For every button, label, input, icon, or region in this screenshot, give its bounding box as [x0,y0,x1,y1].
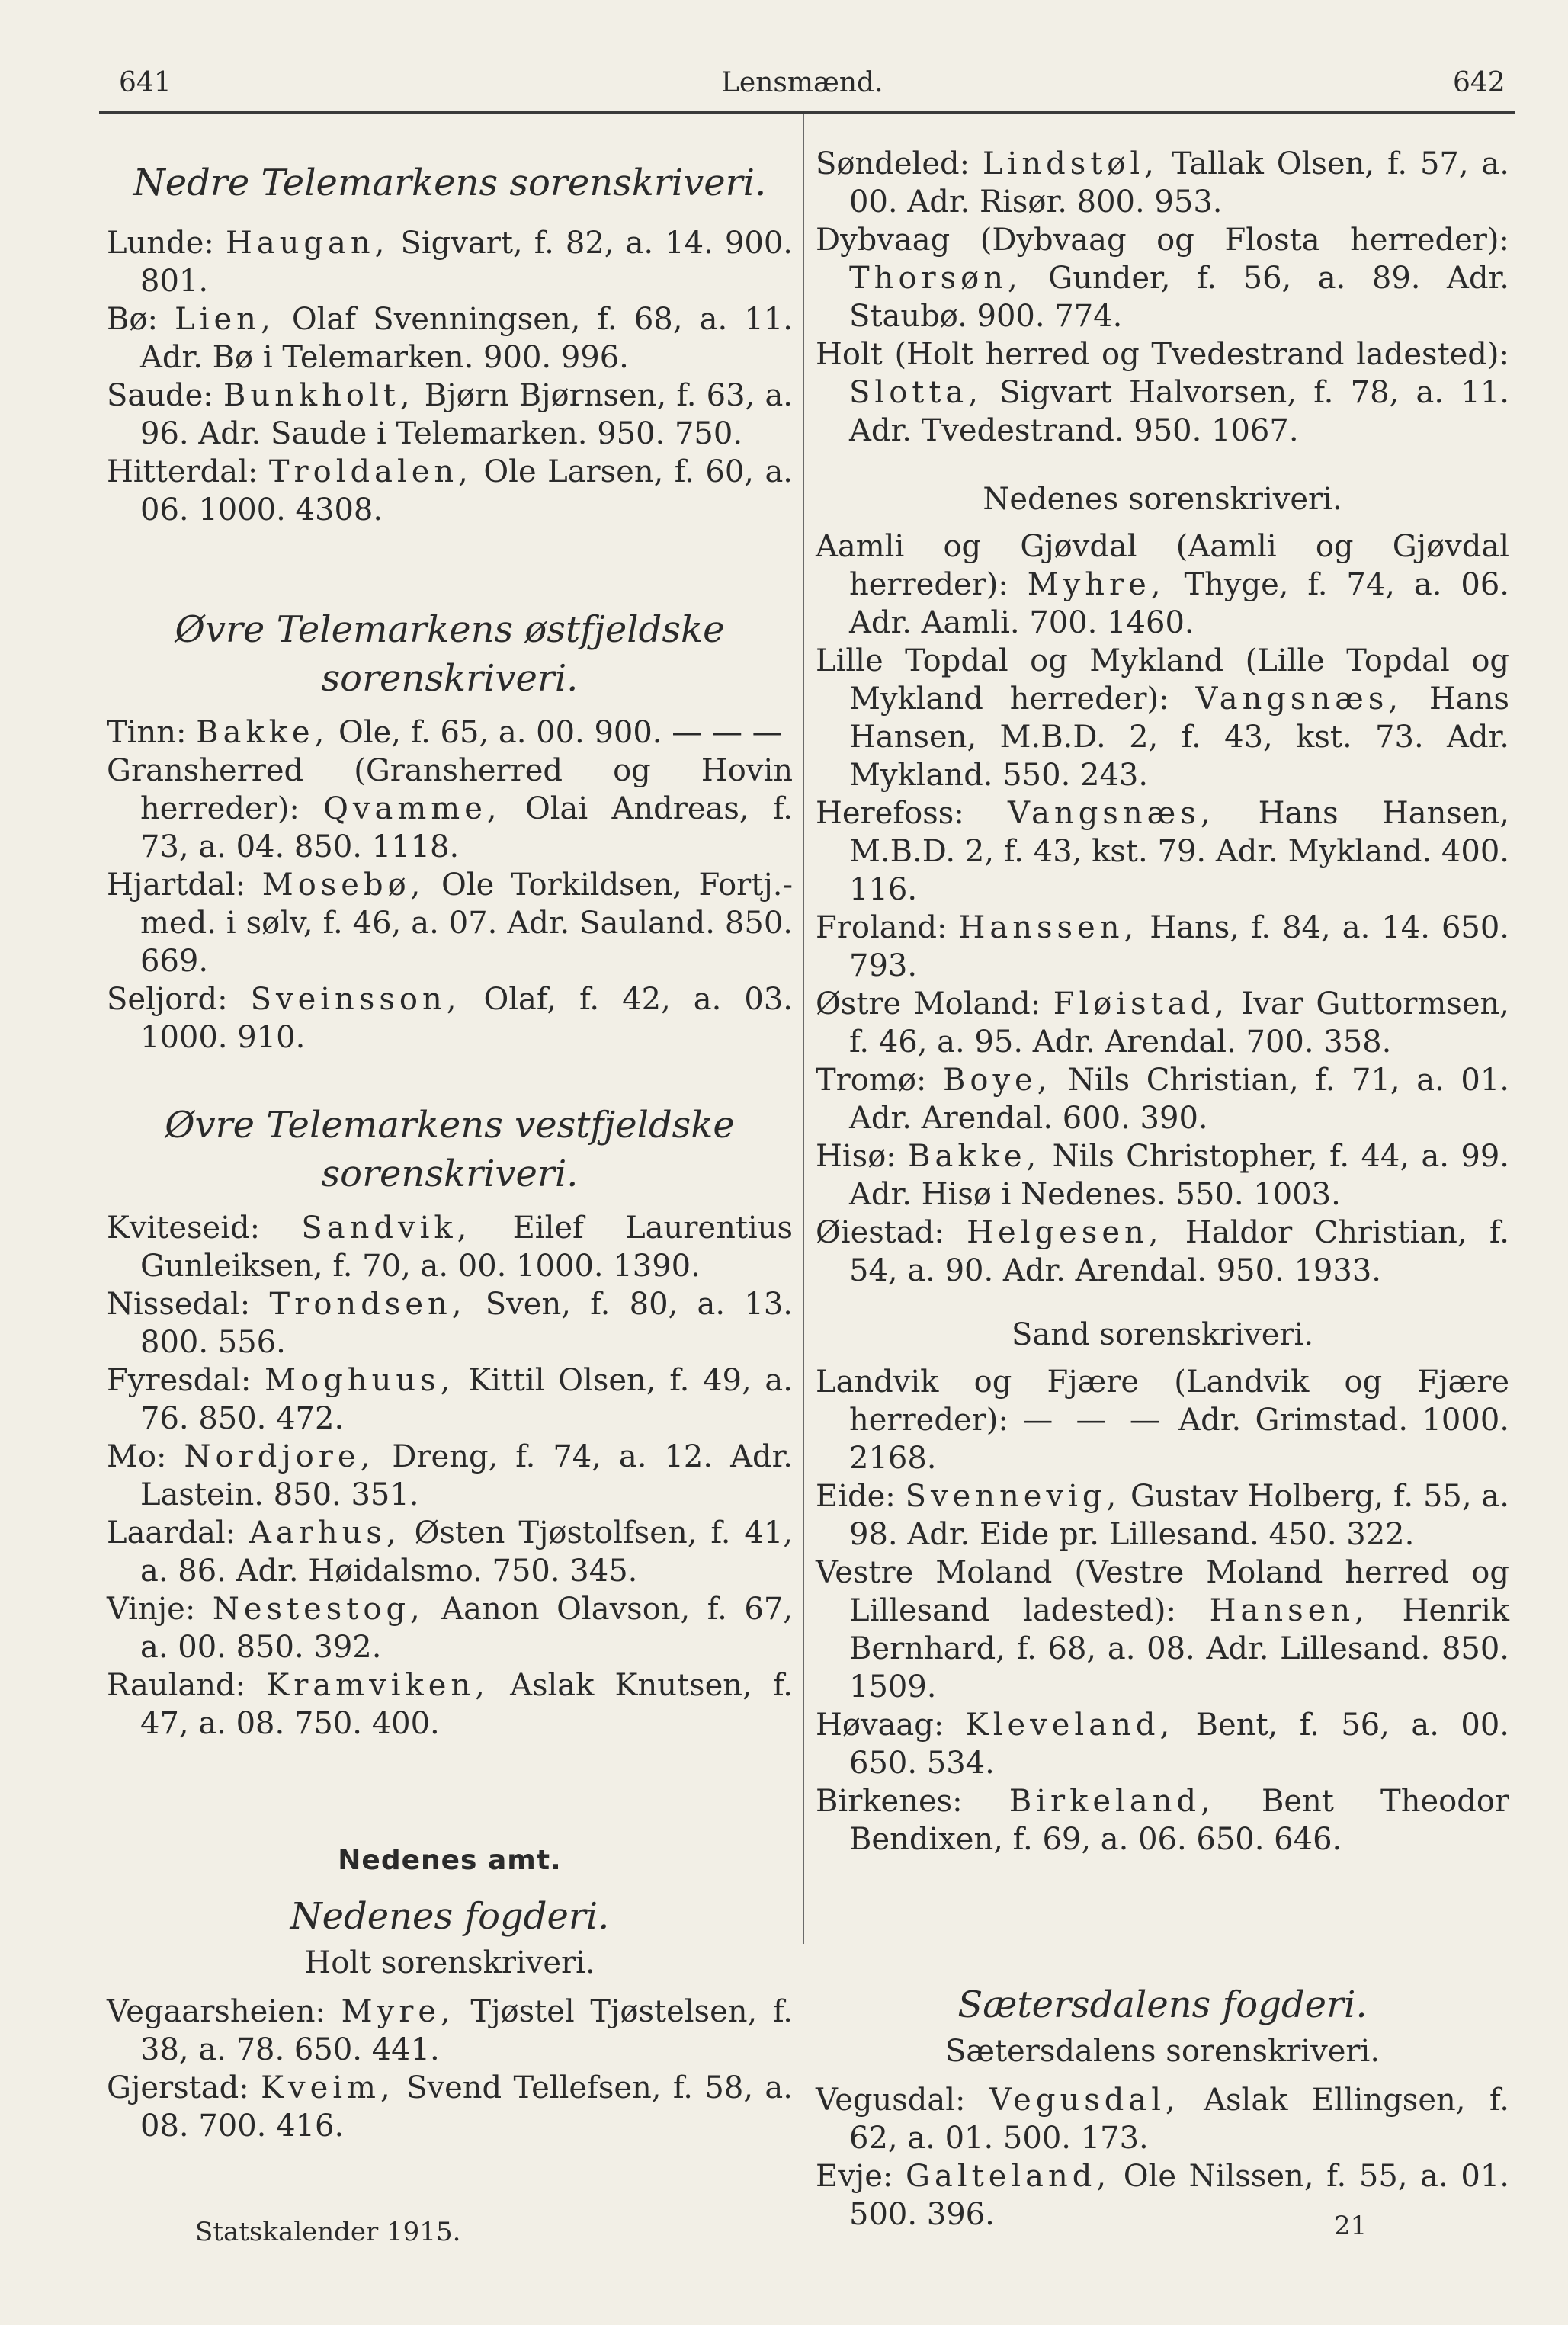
entry [816,2081,1509,2157]
entry-name: Hansen, [1209,1593,1369,1628]
entry-place: Øiestad: [816,1215,944,1250]
subsection-heading: Sætersdalens sorenskriveri. [944,2034,1380,2069]
entry-place: Lunde: [107,226,214,261]
section-heading: Sætersdalens fogderi. [957,1983,1368,2026]
entry [107,1590,793,1666]
entry-details: Sigvart Halvorsen, f. 78, a. 11. Adr. Tvedestrand. 950. 1067. [849,375,1509,448]
entry-name: Galteland, [906,2159,1111,2194]
entry [107,714,793,752]
entry [107,1666,793,1743]
entry-details: Ole, f. 65, a. 00. 900. — — — [338,715,783,750]
entry-place: Mo: [107,1439,167,1474]
entry-name: Kramviken, [266,1668,489,1703]
entry-details: Aslak Ellingsen, f. 62, a. 01. 500. 173. [849,2083,1510,2156]
entry-place: Vegaarsheien: [107,1994,325,2029]
entry-list [816,2081,1509,2234]
entry-place: Hitterdal: [107,454,258,489]
entry-details: Haldor Christian, f. 54, a. 90. Adr. Arendal. 950. 1933. [849,1215,1510,1288]
entry-name: Vangsnæs, [1007,796,1215,831]
entry-list [107,714,793,1057]
entry-name: Vegusdal, [989,2083,1180,2118]
entry-place: Vinje: [107,1592,196,1627]
entry-details: Eilef Laurentius Gunleiksen, f. 70, a. 00. 1000. 1390. [140,1211,793,1284]
entry-details: Sigvart, f. 82, a. 14. 900. 801. [140,226,793,299]
entry-name: Trondsen, [269,1287,467,1322]
entry-name: Thorsøn, [849,261,1022,296]
entry-details: Aanon Olavson, f. 67, a. 00. 850. 392. [140,1592,793,1665]
entry-list [107,224,793,529]
entry [816,642,1509,794]
entry [816,1214,1509,1290]
entry-details: Nils Christian, f. 71, a. 01. Adr. Arendal. 600. 390. [849,1063,1509,1136]
entry-name: Kleveland, [965,1708,1175,1743]
entry-place: Høvaag: [816,1708,944,1743]
entry-place: Hjartdal: [107,867,246,903]
entry-name: — — — [1022,1403,1165,1438]
entry-name: Lindstøl, [982,146,1159,181]
entry-name: Slotta, [849,375,983,410]
section-heading: Øvre Telemarkens vestfjeldske sorenskriveri. [165,1104,735,1195]
entry-details: Nils Christopher, f. 44, a. 99. Adr. Hisø i Nedenes. 550. 1003. [849,1139,1510,1212]
entry-details: Østen Tjøstolfsen, f. 41, a. 86. Adr. Høidalsmo. 750. 345. [140,1515,793,1589]
entry [816,1363,1509,1477]
entry-list [816,1363,1509,1858]
entry [107,224,793,300]
entry-place: Saude: [107,378,213,413]
entry [107,453,793,529]
entry-details: Olaf Svenningsen, f. 68, a. 11. Adr. Bø i Telemarken. 900. 996. [140,302,794,375]
page-number-left: 641 [119,67,172,98]
entry [107,1514,793,1590]
entry [816,909,1509,985]
entry-name: Nordjore, [184,1439,375,1474]
entry-name: Bakke, [196,715,329,750]
entry-place: Rauland: [107,1668,246,1703]
entry-details: Bent, f. 56, a. 00. 650. 534. [849,1708,1509,1781]
footer-right: 21 [1334,2211,1368,2241]
entry-details: Dreng, f. 74, a. 12. Adr. Lastein. 850. 351. [140,1439,794,1512]
entry [816,794,1509,909]
entry-name: Bunkholt, [223,378,415,413]
entry-place: Gransherred (Gransherred og Hovin herreder): [107,753,793,826]
entry [816,1706,1509,1782]
entry-name: Nestestog, [212,1592,425,1627]
entry-details: Thyge, f. 74, a. 06. Adr. Aamli. 700. 1460. [849,567,1509,640]
entry-name: Qvamme, [323,791,502,826]
entry-name: Svennevig, [905,1479,1121,1514]
entry-list [107,1209,793,1743]
entry [107,1993,793,2069]
entry-details: Gustav Holberg, f. 55, a. 98. Adr. Eide pr. Lillesand. 450. 322. [849,1479,1509,1552]
section-heading: Nedenes fogderi. [290,1895,610,1938]
entry-list [816,145,1509,450]
entry-details: Henrik Bernhard, f. 68, a. 08. Adr. Lillesand. 850. 1509. [849,1593,1510,1704]
entry-details: Bjørn Bjørnsen, f. 63, a. 96. Adr. Saude i Telemarken. 950. 750. [140,378,794,451]
entry-list [816,528,1509,1290]
entry-place: Tromø: [816,1063,927,1098]
entry-place: Birkenes: [816,1784,963,1819]
section-heading: Øvre Telemarkens østfjeldske sorenskriveri. [175,608,725,700]
entry-name: Aarhus, [249,1515,401,1551]
entry [107,1438,793,1514]
entry-details: Olai Andreas, f. 73, a. 04. 850. 1118. [140,791,794,864]
entry-place: Aamli og Gjøvdal (Aamli og Gjøvdal herreder): [816,529,1509,602]
entry-place: Nissedal: [107,1287,251,1322]
section-heading: Sand sorenskriveri. [1011,1317,1314,1352]
entry-name: Troldalen, [268,454,473,489]
entry-place: Holt (Holt herred og Tvedestrand ladested): [816,337,1509,372]
entry-place: Gjerstad: [107,2070,249,2105]
entry-place: Dybvaag (Dybvaag og Flosta herreder): [816,223,1509,258]
entry-place: Landvik og Fjære (Landvik og Fjære herreder): [816,1365,1509,1438]
entry [107,752,793,866]
entry-name: Sveinsson, [250,982,461,1017]
entry-name: Bakke, [908,1139,1041,1174]
right-column [816,145,1509,2234]
entry-name: Haugan, [225,226,390,261]
column-divider [803,114,804,1944]
amt-heading: Nedenes amt. [338,1845,562,1876]
entry [816,1477,1509,1554]
entry-place: Laardal: [107,1515,236,1551]
entry-name: Lien, [175,302,275,337]
entry-details: Gunder, f. 56, a. 89. Adr. Staubø. 900. 774. [849,261,1509,334]
entry-name: Mosebø, [261,867,425,903]
entry-details: Sven, f. 80, a. 13. 800. 556. [140,1287,793,1360]
entry [816,985,1509,1061]
entry-details: Svend Tellefsen, f. 58, a. 08. 700. 416. [140,2070,793,2144]
entry-details: Hans Hansen, M.B.D. 2, f. 43, kst. 79. Adr. Mykland. 400. 116. [849,796,1510,907]
entry-place: Evje: [816,2159,893,2194]
entry-place: Herefoss: [816,796,964,831]
entry [816,145,1509,221]
entry [107,866,793,980]
entry-details: Tjøstel Tjøstelsen, f. 38, a. 78. 650. 441. [140,1994,794,2067]
entry [107,1285,793,1361]
entry-name: Helgesen, [967,1215,1163,1250]
entry-name: Myre, [341,1994,455,2029]
header-rule [99,111,1515,114]
entry [816,1061,1509,1137]
entry-name: Moghuus, [265,1363,455,1398]
entry-details: Tallak Olsen, f. 57, a. 00. Adr. Risør. 800. 953. [849,146,1510,220]
footer-left: Statskalender 1915. [195,2217,461,2247]
entry [816,2157,1509,2234]
section-heading: Nedenes sorenskriveri. [983,482,1342,517]
entry [816,221,1509,335]
entry-name: Vangsnæs, [1195,681,1403,717]
entry-details: Hans Hansen, M.B.D. 2, f. 43, kst. 73. Adr. Mykland. 550. 243. [849,681,1510,793]
entry-name: Birkeland, [1008,1784,1215,1819]
entry [107,300,793,377]
section-heading: Nedre Telemarkens sorenskriveri. [133,162,767,204]
entry [816,1137,1509,1214]
subsection-heading: Holt sorenskriveri. [304,1945,595,1980]
entry-name: Boye, [942,1063,1052,1098]
entry-details: Aslak Knutsen, f. 47, a. 08. 750. 400. [140,1668,793,1741]
entry-name: Hanssen, [958,910,1139,945]
entry-details: Kittil Olsen, f. 49, a. 76. 850. 472. [140,1363,793,1436]
entry-details: Ole Larsen, f. 60, a. 06. 1000. 4308. [140,454,794,528]
entry-list [107,1993,793,2145]
entry-name: Fløistad, [1053,986,1229,1021]
entry-details: Ole Nilssen, f. 55, a. 01. 500. 396. [849,2159,1510,2232]
entry-place: Fyresdal: [107,1363,252,1398]
entry [816,1554,1509,1706]
entry [107,980,793,1057]
entry [107,2069,793,2145]
entry-name: Sandvik, [301,1211,472,1246]
entry-details: Olaf, f. 42, a. 03. 1000. 910. [140,982,793,1055]
entry-place: Vegusdal: [816,2083,966,2118]
entry [816,335,1509,450]
entry-place: Vestre Moland (Vestre Moland herred og Lillesand ladested): [816,1555,1509,1628]
entry-name: Myhre, [1027,567,1166,602]
page-number-right: 642 [1453,67,1505,98]
entry [107,1209,793,1285]
entry-details: Hans, f. 84, a. 14. 650. 793. [849,910,1510,983]
entry-place: Bø: [107,302,158,337]
entry-place: Søndeled: [816,146,970,181]
entry-place: Tinn: [107,715,187,750]
entry-name: Kveim, [261,2070,395,2105]
entry-place: Seljord: [107,982,228,1017]
entry [107,1361,793,1438]
entry [107,377,793,453]
entry-details: Adr. Grimstad. 1000. 2168. [849,1403,1509,1476]
entry [816,1782,1509,1858]
left-column [107,159,793,2145]
entry-place: Eide: [816,1479,896,1514]
entry-place: Hisø: [816,1139,896,1174]
running-title: Lensmænd. [721,67,883,98]
entry-details: Ole Torkildsen, Fortj.-med. i sølv, f. 46, a. 07. Adr. Sauland. 850. 669. [140,867,793,979]
entry-place: Lille Topdal og Mykland (Lille Topdal og Mykland herreder): [816,643,1509,717]
entry [816,528,1509,642]
entry-details: Ivar Guttormsen, f. 46, a. 95. Adr. Arendal. 700. 358. [849,986,1509,1060]
entry-details: Bent Theodor Bendixen, f. 69, a. 06. 650. 646. [849,1784,1510,1857]
entry-place: Kviteseid: [107,1211,261,1246]
entry-place: Østre Moland: [816,986,1041,1021]
entry-place: Froland: [816,910,948,945]
